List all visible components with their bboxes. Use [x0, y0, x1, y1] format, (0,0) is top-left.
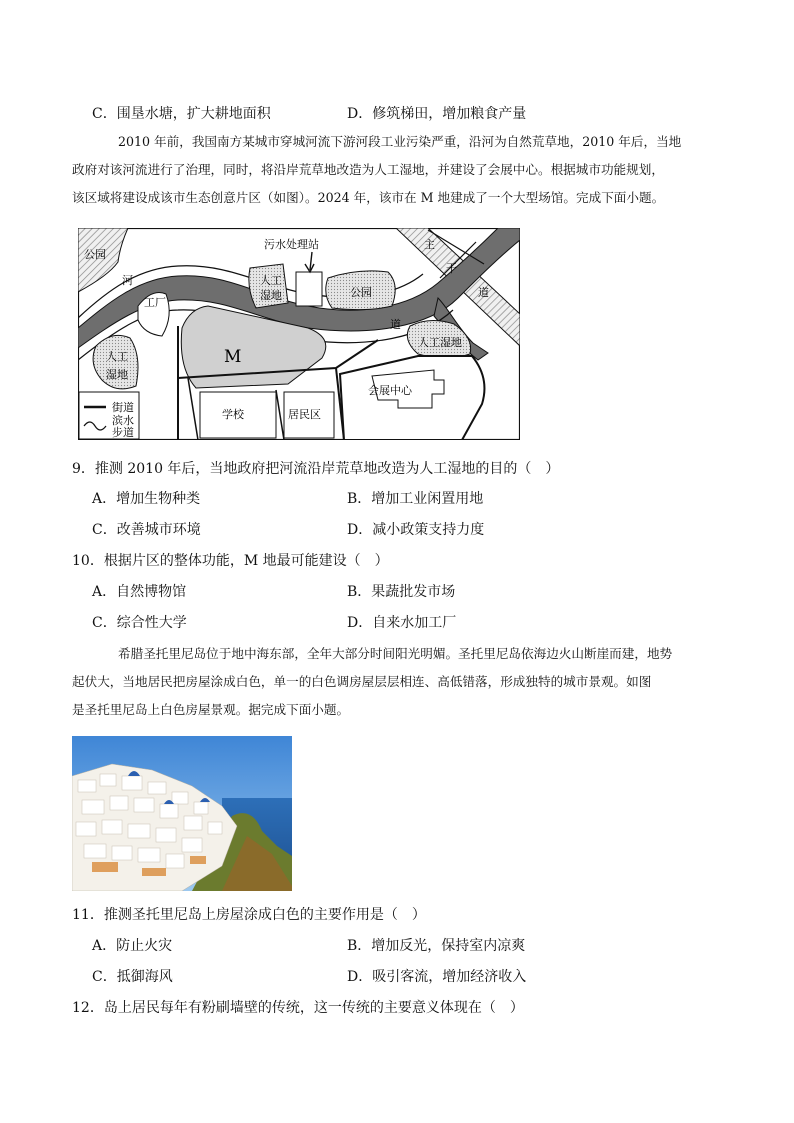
q12-stem: 12．岛上居民每年有粉刷墙壁的传统，这一传统的主要意义体现在（ ）	[72, 1000, 524, 1016]
q9-option-a[interactable]: A．增加生物种类	[92, 491, 201, 507]
map-label-wetland-center-1: 人工	[260, 274, 282, 287]
q10-option-c[interactable]: C．综合性大学	[92, 615, 187, 631]
map-label-wetland-west-2: 湿地	[106, 368, 128, 381]
passage-1-line-2: 政府对该河流进行了治理，同时，将沿岸荒草地改造为人工湿地，并建设了会展中心。根据城市功能规划，	[72, 162, 664, 177]
map-label-park-center: 公园	[350, 286, 372, 299]
map-label-school: 学校	[222, 408, 244, 421]
passage-1	[72, 128, 724, 212]
q8-option-c[interactable]: C．围垦水塘，扩大耕地面积	[92, 106, 271, 122]
q11-option-c[interactable]: C．抵御海风	[92, 969, 173, 985]
sewage-plant	[296, 272, 322, 306]
passage-2-line-3: 是圣托里尼岛上白色房屋景观。据完成下面小题。	[72, 702, 350, 717]
map-label-main-road-2: 干	[446, 262, 457, 275]
map-label-main-road-3: 道	[478, 286, 489, 299]
q10-option-d[interactable]: D．自来水加工厂	[347, 615, 457, 631]
q10-option-a[interactable]: A．自然博物馆	[92, 584, 187, 600]
map-label-river: 河	[122, 274, 133, 287]
map-label-wetland-west-1: 人工	[106, 350, 128, 363]
map-label-expo-center: 会展中心	[368, 384, 412, 397]
q10-stem: 10．根据片区的整体功能，M 地最可能建设（ ）	[72, 553, 389, 569]
map-label-park-nw: 公园	[84, 248, 106, 261]
map-label-factory: 工厂	[144, 296, 166, 309]
q10-option-b[interactable]: B．果蔬批发市场	[347, 584, 456, 600]
legend-label-walk-1: 滨水	[112, 414, 134, 427]
map-label-wetland-center-2: 湿地	[260, 289, 282, 302]
santorini-photo	[72, 736, 292, 891]
map-label-residential: 居民区	[288, 408, 321, 421]
map-label-road-char: 道	[390, 318, 401, 331]
map-label-m: M	[224, 347, 242, 367]
passage-2	[72, 640, 724, 724]
q8-option-d[interactable]: D．修筑梯田，增加粮食产量	[347, 106, 527, 122]
map-label-wetland-east: 人工湿地	[418, 336, 462, 349]
passage-1-line-1: 2010 年前，我国南方某城市穿城河流下游河段工业污染严重，沿河为自然荒草地，2010 年后，当地	[118, 134, 682, 149]
passage-2-line-2: 起伏大，当地居民把房屋涂成白色，单一的白色调房屋层层相连、高低错落，形成独特的城市景观。如图	[72, 674, 652, 689]
eco-district-map	[78, 228, 520, 440]
q11-option-b[interactable]: B．增加反光，保持室内凉爽	[347, 938, 526, 954]
q9-stem: 9．推测 2010 年后，当地政府把河流沿岸荒草地改造为人工湿地的目的（ ）	[72, 461, 560, 477]
q9-option-b[interactable]: B．增加工业闲置用地	[347, 491, 484, 507]
map-label-sewage-plant: 污水处理站	[264, 238, 319, 251]
map-label-main-road-1: 主	[424, 238, 435, 251]
q9-option-d[interactable]: D．减小政策支持力度	[347, 522, 485, 538]
legend-label-walk-2: 步道	[112, 426, 134, 439]
legend-label-street: 街道	[112, 401, 134, 414]
q11-option-d[interactable]: D．吸引客流，增加经济收入	[347, 969, 527, 985]
q11-stem: 11．推测圣托里尼岛上房屋涂成白色的主要作用是（ ）	[72, 907, 426, 923]
q9-option-c[interactable]: C．改善城市环境	[92, 522, 201, 538]
q11-option-a[interactable]: A．防止火灾	[92, 938, 173, 954]
passage-2-line-1: 希腊圣托里尼岛位于地中海东部，全年大部分时间阳光明媚。圣托里尼岛依海边火山断崖而建，地势	[118, 646, 673, 661]
passage-1-line-3: 该区域将建设成该市生态创意片区（如图）。2024 年，该市在 M 地建成了一个大型场馆。完成下面小题。	[72, 190, 665, 205]
